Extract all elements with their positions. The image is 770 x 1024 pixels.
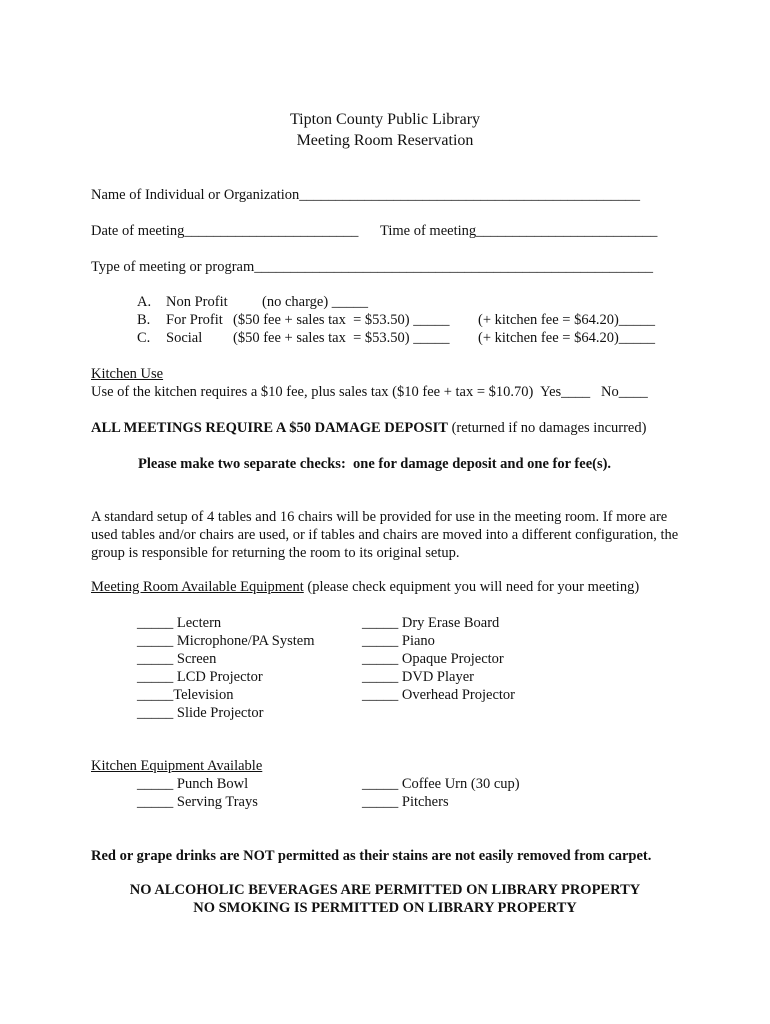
equipment-item: _____ Lectern <box>137 615 222 631</box>
kitchen-equipment-item: _____ Coffee Urn (30 cup) <box>362 776 520 792</box>
equipment-item: _____ Slide Projector <box>137 705 264 721</box>
kitchen-use-heading: Kitchen Use <box>91 366 164 382</box>
equipment-item: _____ Piano <box>362 633 435 649</box>
date-field-line: Date of meeting________________________ <box>91 223 359 239</box>
kitchen-equipment-item: _____ Pitchers <box>362 794 449 810</box>
document-title: Tipton County Public Library <box>289 111 481 128</box>
name-field-line: Name of Individual or Organization_______________________________________________ <box>91 187 641 203</box>
drinks-rule: Red or grape drinks are NOT permitted as their stains are not easily removed from carpet. <box>91 848 652 864</box>
kitchen-equipment-item: _____ Punch Bowl <box>137 776 249 792</box>
time-field-line: Time of meeting_________________________ <box>380 223 658 239</box>
damage-deposit-bold: ALL MEETINGS REQUIRE A $50 DAMAGE DEPOSIT <box>91 420 448 436</box>
type-name: For Profit <box>166 312 223 328</box>
equipment-item: _____ LCD Projector <box>137 669 263 685</box>
equipment-item: _____ Dry Erase Board <box>362 615 500 631</box>
type-fee: (no charge) _____ <box>262 294 369 310</box>
kitchen-equipment-item: _____ Serving Trays <box>137 794 258 810</box>
equipment-note: (please check equipment you will need for your meeting) <box>303 579 640 595</box>
alcohol-rule: NO ALCOHOLIC BEVERAGES ARE PERMITTED ON LIBRARY PROPERTY <box>129 882 641 898</box>
equipment-heading-line <box>91 578 639 596</box>
damage-deposit-note: (returned if no damages incurred) <box>447 420 647 436</box>
type-letter: C. <box>137 330 151 346</box>
type-kitchen-fee: (+ kitchen fee = $64.20)_____ <box>478 330 656 346</box>
damage-deposit-notice <box>91 419 646 437</box>
equipment-item: _____ Overhead Projector <box>362 687 516 703</box>
type-kitchen-fee: (+ kitchen fee = $64.20)_____ <box>478 312 656 328</box>
setup-paragraph: A standard setup of 4 tables and 16 chairs will be provided for use in the meeting room. If more are used tables and/or chairs are used, or if tables and chairs are moved into a different configuration, the group is responsible for returning the room to its original setup. <box>91 509 679 561</box>
equipment-item: _____ Screen <box>137 651 217 667</box>
type-fee: ($50 fee + sales tax = $53.50) _____ <box>233 312 450 328</box>
type-name: Non Profit <box>166 294 228 310</box>
type-letter: A. <box>137 294 152 310</box>
separate-checks-note: Please make two separate checks: one for damage deposit and one for fee(s). <box>138 456 612 472</box>
document-subtitle: Meeting Room Reservation <box>296 132 474 149</box>
equipment-item: _____ Opaque Projector <box>362 651 504 667</box>
type-letter: B. <box>137 312 151 328</box>
equipment-heading: Meeting Room Available Equipment <box>91 579 304 595</box>
kitchen-use-text: Use of the kitchen requires a $10 fee, plus sales tax ($10 fee + tax = $10.70) Yes____ No____ <box>91 384 648 400</box>
meeting-type-field-line: Type of meeting or program_______________________________________________________ <box>91 259 654 275</box>
equipment-item: _____ DVD Player <box>362 669 474 685</box>
smoking-rule: NO SMOKING IS PERMITTED ON LIBRARY PROPERTY <box>193 900 577 916</box>
type-name: Social <box>166 330 203 346</box>
equipment-item: _____Television <box>137 687 234 703</box>
equipment-item: _____ Microphone/PA System <box>137 633 315 649</box>
type-fee: ($50 fee + sales tax = $53.50) _____ <box>233 330 450 346</box>
kitchen-equipment-heading: Kitchen Equipment Available <box>91 758 263 774</box>
